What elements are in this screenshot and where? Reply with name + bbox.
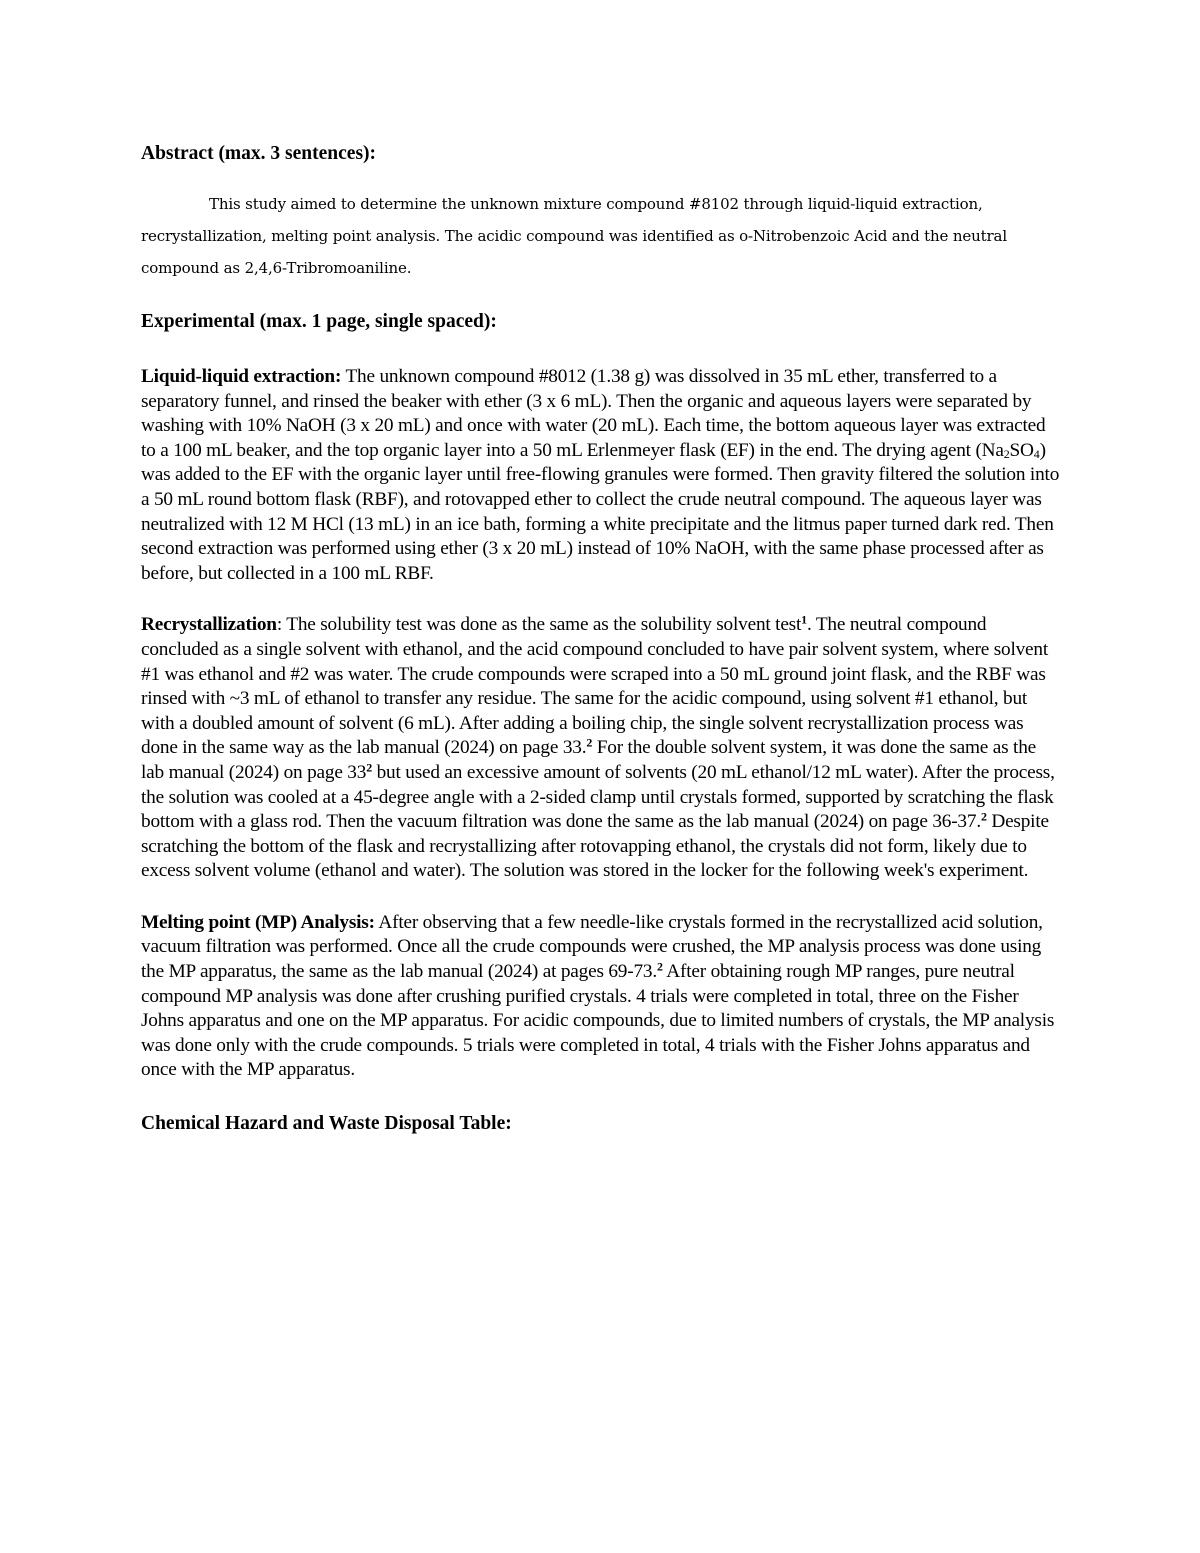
recrystallization-paragraph bbox=[141, 613, 1061, 884]
lle-text-a: The unknown compound #8012 (1.38 g) was dissolved in 35 mL ether, transferred to a separatory funnel, and rinsed the beaker with ether (3 x 6 mL). Then the organic and aqueous layers were separated by washing with 10% NaOH (3 x 20 mL) and once with water (20 mL). Each time, the bottom aqueous layer was extracted to a 100 mL beaker, and the top organic layer into a 50 mL Erlenmeyer flask (EF) in the end. The drying agent (Na bbox=[141, 366, 1046, 461]
recr-footnote-1: 1 bbox=[801, 612, 807, 627]
recr-footnote-2c: 2 bbox=[980, 809, 987, 824]
recr-text-c: For the double solvent system, it was done the same as the lab manual (2024) on page 33 bbox=[141, 737, 1037, 783]
abstract-text: This study aimed to determine the unknown mixture compound #8102 through liquid-liquid extraction, recrystallization, melting point analysis. The acidic compound was identified as o-Nitrobenzoic Acid and the neutral compound as 2,4,6-Tribromoaniline. bbox=[141, 195, 1007, 277]
melting-point-paragraph bbox=[141, 911, 1061, 1083]
lle-subscript-4: 4 bbox=[1033, 446, 1040, 461]
document-page bbox=[141, 140, 1061, 1138]
recr-text-e: Despite scratching the bottom of the flask and recrystallizing after rotovapping ethanol, the crystals did not form, likely due to excess solvent volume (ethanol and water). The solution was stored in the locker for the following week's experiment. bbox=[141, 811, 1049, 882]
abstract-heading: Abstract (max. 3 sentences): bbox=[141, 143, 377, 164]
liquid-liquid-extraction-paragraph bbox=[141, 365, 1061, 586]
recr-text-b: . The neutral compound concluded as a single solvent with ethanol, and the acid compound concluded to have pair solvent system, where solvent #1 was ethanol and #2 was water. The crude compounds were scraped into a 50 mL ground joint flask, and the RBF was rinsed with ~3 mL of ethanol to transfer any residue. The same for the acidic compound, using solvent #1 ethanol, but with a doubled amount of solvent (6 mL). After adding a boiling chip, the single solvent recrystallization process was done in the same way as the lab manual (2024) on page 33. bbox=[141, 614, 1049, 759]
chemical-hazard-heading: Chemical Hazard and Waste Disposal Table: bbox=[141, 1113, 512, 1135]
lle-text-b: SO bbox=[1009, 439, 1034, 461]
lle-subscript-2: 2 bbox=[1003, 446, 1010, 461]
recrystallization-lead: Recrystallization bbox=[141, 614, 277, 636]
mp-text-b: After obtaining rough MP ranges, pure neutral compound MP analysis was done after crushing purified crystals. 4 trials were completed in total, three on the Fisher Johns apparatus and one on the MP apparatus. For acidic compounds, due to limited numbers of crystals, the MP analysis was done only with the crude compounds. 5 trials were completed in total, 4 trials with the Fisher Johns apparatus and once with the MP apparatus. bbox=[141, 961, 1055, 1081]
recr-text-a: : The solubility test was done as the same as the solubility solvent test bbox=[276, 614, 802, 636]
liquid-liquid-extraction-lead: Liquid-liquid extraction: bbox=[141, 366, 342, 387]
melting-point-lead: Melting point (MP) Analysis: bbox=[141, 911, 375, 933]
lle-text-c: ) was added to the EF with the organic layer until free-flowing granules were formed. Then gravity filtered the solution into a 50 mL round bottom flask (RBF), and rotovapped ether to collect the crude neutral compound. The aqueous layer was neutralized with 12 M HCl (13 mL) in an ice bath, forming a white precipitate and the litmus paper turned dark red. Then second extraction was performed using ether (3 x 20 mL) instead of 10% NaOH, with the same phase processed after as before, but collected in a 100 mL RBF. bbox=[141, 439, 1060, 584]
recr-text-d: but used an excessive amount of solvents (20 mL ethanol/12 mL water). After the process, the solution was cooled at a 45-degree angle with a 2-sided clamp until crystals formed, supported by scratching the flask bottom with a glass rod. Then the vacuum filtration was done the same as the lab manual (2024) on page 36-37. bbox=[141, 761, 1055, 833]
recr-footnote-2a: 2 bbox=[586, 735, 593, 750]
recr-footnote-2b: 2 bbox=[366, 760, 372, 775]
mp-footnote-2: 2 bbox=[656, 959, 663, 974]
mp-text-a: After observing that a few needle-like crystals formed in the recrystallized acid solution, vacuum filtration was performed. Once all the crude compounds were crushed, the MP analysis process was done using the MP apparatus, the same as the lab manual (2024) at pages 69-73. bbox=[141, 911, 1043, 983]
experimental-heading: Experimental (max. 1 page, single spaced): bbox=[141, 311, 497, 332]
